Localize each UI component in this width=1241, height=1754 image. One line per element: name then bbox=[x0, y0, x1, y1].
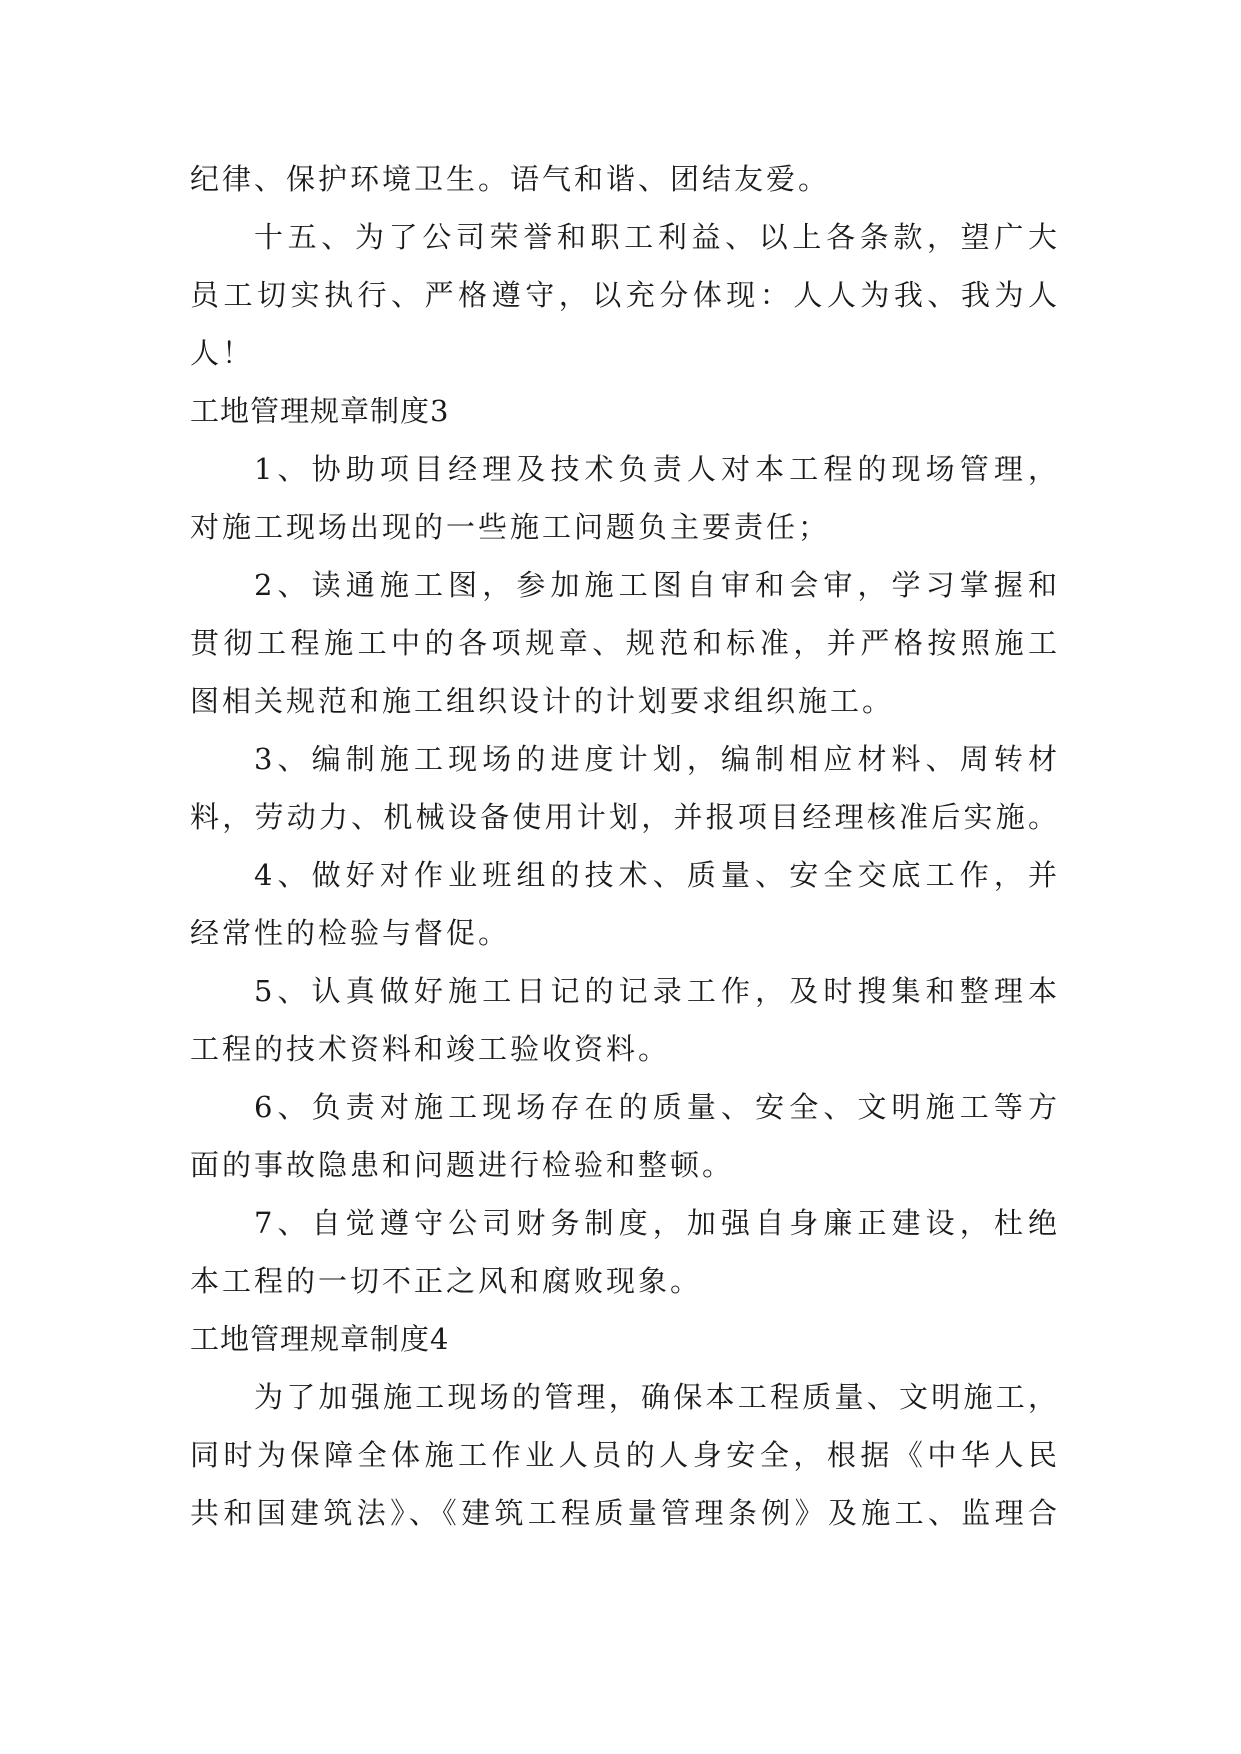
item-1-line-2: 对施工现场出现的一些施工问题负主要责任； bbox=[190, 510, 831, 544]
item-3-line-2: 料，劳动力、机械设备使用计划，并报项目经理核准后实施。 bbox=[190, 800, 1060, 834]
section-heading-4: 工地管理规章制度4 bbox=[190, 1322, 450, 1356]
item-3-line-1: 3、编制施工现场的进度计划，编制相应材料、周转材 bbox=[254, 742, 1060, 776]
item-7-line-1: 7、自觉遵守公司财务制度，加强自身廉正建设，杜绝 bbox=[254, 1206, 1060, 1240]
paragraph-15-line-1: 十五、为了公司荣誉和职工利益、以上各条款，望广大 bbox=[254, 220, 1060, 254]
item-2-line-3: 图相关规范和施工组织设计的计划要求组织施工。 bbox=[190, 684, 895, 718]
item-2-line-1: 2、读通施工图，参加施工图自审和会审，学习掌握和 bbox=[254, 568, 1060, 602]
section-heading-3: 工地管理规章制度3 bbox=[190, 394, 450, 428]
item-7-line-2: 本工程的一切不正之风和腐败现象。 bbox=[190, 1264, 703, 1298]
item-4-line-2: 经常性的检验与督促。 bbox=[190, 916, 511, 950]
intro-line-2: 同时为保障全体施工作业人员的人身安全，根据《中华人民 bbox=[190, 1438, 1060, 1472]
paragraph-15-line-2: 员工切实执行、严格遵守，以充分体现：人人为我、我为人 bbox=[190, 278, 1060, 312]
item-5-line-2: 工程的技术资料和竣工验收资料。 bbox=[190, 1032, 671, 1066]
intro-line-3: 共和国建筑法》、《建筑工程质量管理条例》及施工、监理合 bbox=[190, 1496, 1060, 1530]
item-1-line-1: 1、协助项目经理及技术负责人对本工程的现场管理， bbox=[254, 452, 1060, 486]
document-page bbox=[190, 150, 1060, 1542]
intro-line-1: 为了加强施工现场的管理，确保本工程质量、文明施工， bbox=[254, 1380, 1060, 1414]
item-6-line-1: 6、负责对施工现场存在的质量、安全、文明施工等方 bbox=[254, 1090, 1060, 1124]
text-line: 纪律、保护环境卫生。语气和谐、团结友爱。 bbox=[190, 162, 831, 196]
item-5-line-1: 5、认真做好施工日记的记录工作，及时搜集和整理本 bbox=[254, 974, 1060, 1008]
item-2-line-2: 贯彻工程施工中的各项规章、规范和标准，并严格按照施工 bbox=[190, 626, 1060, 660]
item-4-line-1: 4、做好对作业班组的技术、质量、安全交底工作，并 bbox=[254, 858, 1060, 892]
paragraph-15-line-3: 人！ bbox=[190, 336, 255, 370]
item-6-line-2: 面的事故隐患和问题进行检验和整顿。 bbox=[190, 1148, 735, 1182]
